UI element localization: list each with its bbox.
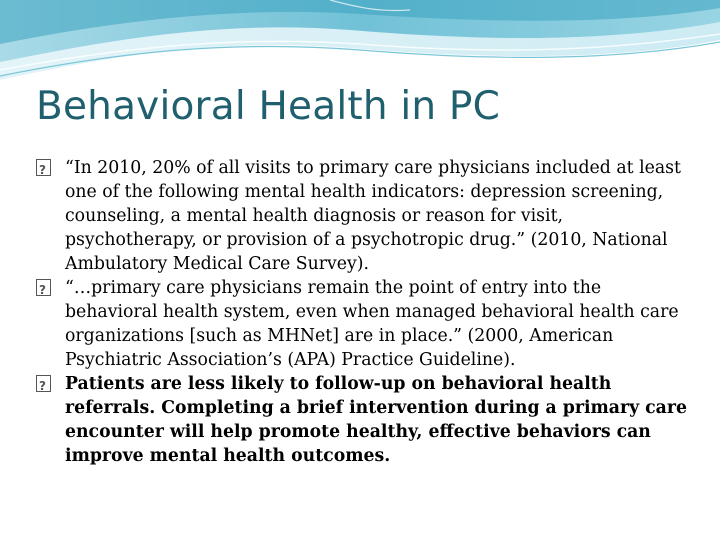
header-wave-decoration (0, 0, 720, 90)
bullet-list (36, 156, 696, 468)
missing-glyph-box-icon (36, 279, 51, 296)
bullet-text: “…primary care physicians remain the point of entry into the behavioral health system, even when managed behavioral health care organizations [such as MHNet] are in place.” (2000, American Psychiatric Association’s (APA) Practice Guideline). (65, 278, 679, 370)
bullet-item (36, 156, 696, 276)
bullet-text: Patients are less likely to follow-up on behavioral health referrals. Completing a brief intervention during a primary care encounter will help promote healthy, effective behaviors can improve mental health outcomes. (65, 374, 687, 466)
missing-glyph-box-icon (36, 375, 51, 392)
missing-glyph-box-icon (36, 159, 51, 176)
bullet-item (36, 276, 696, 372)
slide-title: Behavioral Health in PC (36, 84, 501, 129)
bullet-item (36, 372, 696, 468)
bullet-text: “In 2010, 20% of all visits to primary care physicians included at least one of the following mental health indicators: depression screening, counseling, a mental health diagnosis or reason for visit, psychotherapy, or provision of a psychotropic drug.” (2010, National Ambulatory Medical Care Survey). (65, 158, 681, 274)
